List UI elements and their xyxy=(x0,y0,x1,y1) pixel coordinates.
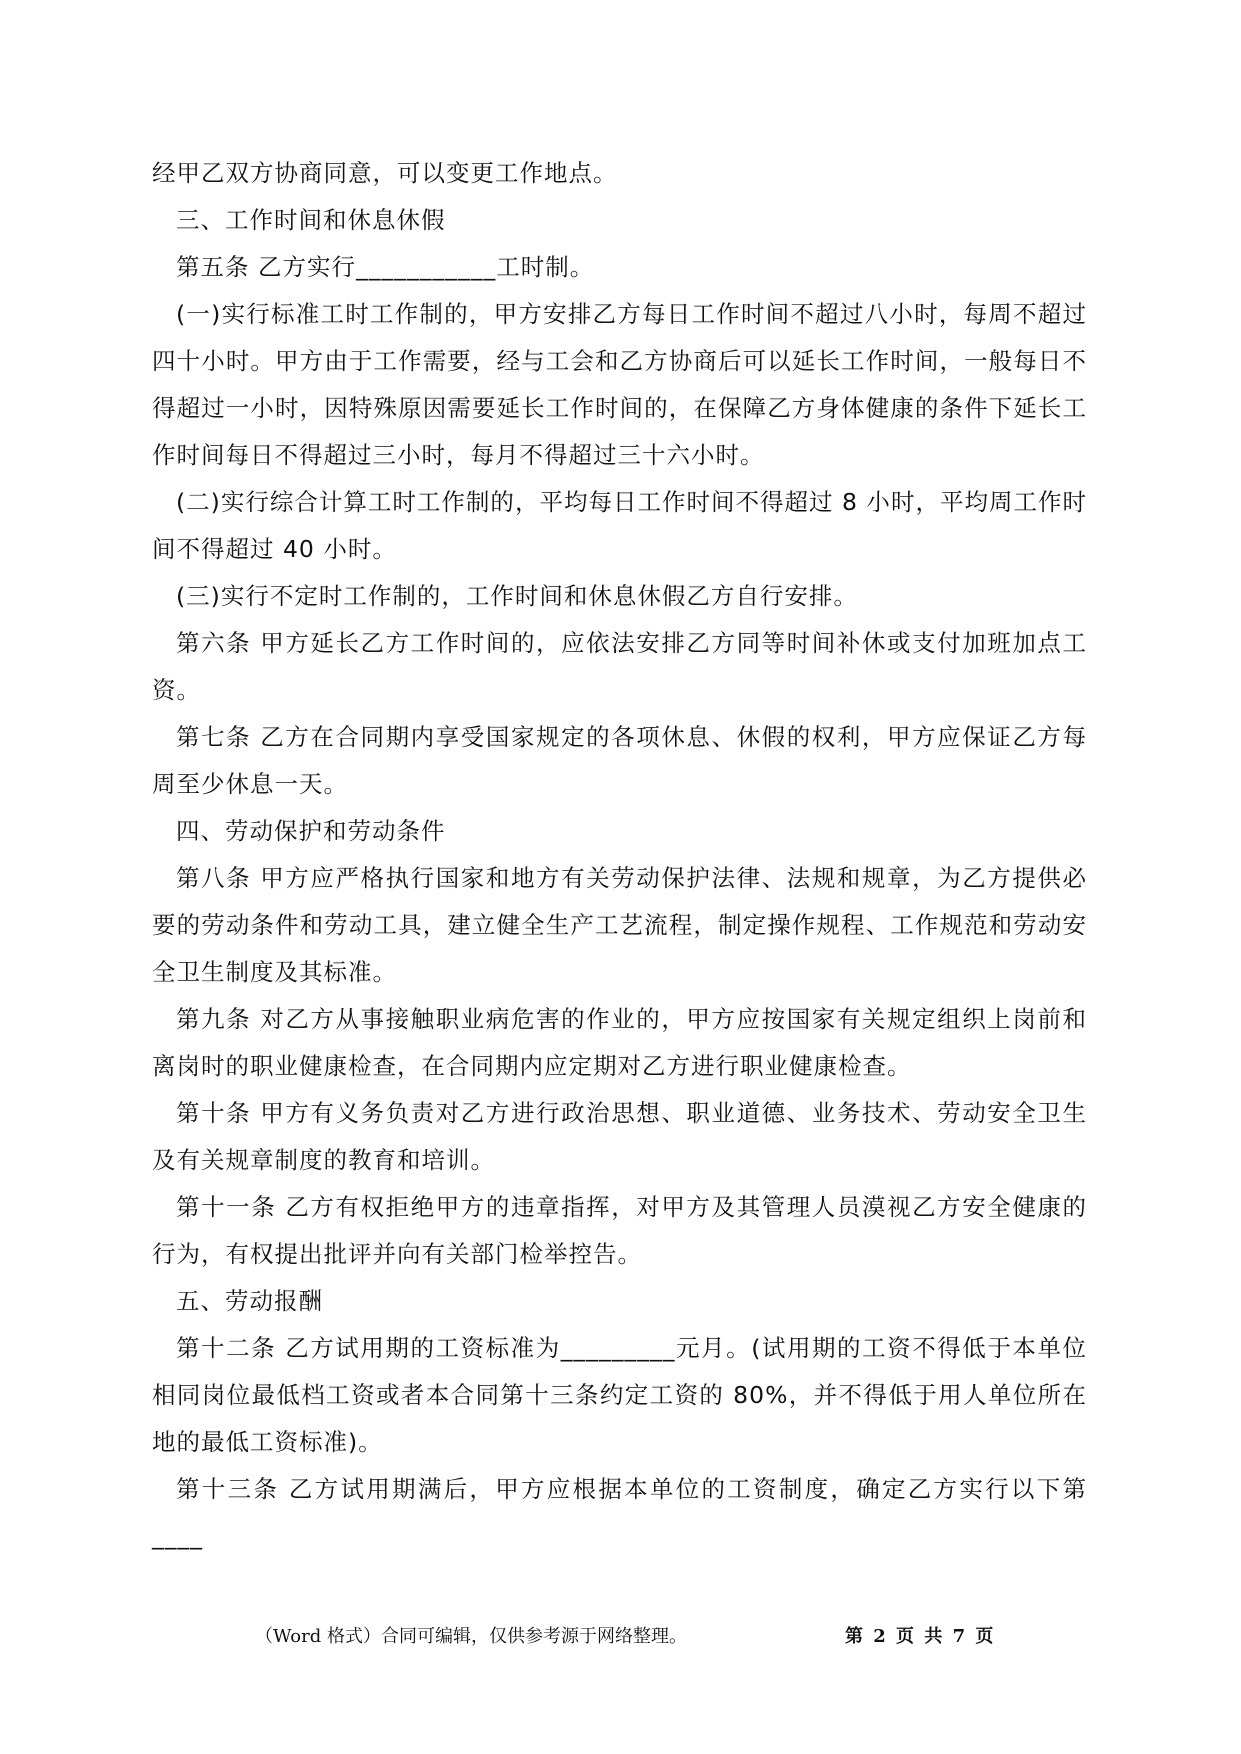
paragraph: 第七条 乙方在合同期内享受国家规定的各项休息、休假的权利，甲方应保证乙方每周至少休息一天。 xyxy=(152,723,1087,798)
paragraph: 第九条 对乙方从事接触职业病危害的作业的，甲方应按国家有关规定组织上岗前和离岗时的职业健康检查，在合同期内应定期对乙方进行职业健康检查。 xyxy=(152,1005,1087,1080)
page-number: 第 2 页 共 7 页 xyxy=(845,1626,996,1647)
footer-note: （Word 格式）合同可编辑，仅供参考源于网络整理。 xyxy=(255,1626,687,1647)
document-body xyxy=(152,150,1087,1560)
paragraph: 经甲乙双方协商同意，可以变更工作地点。 xyxy=(152,159,618,187)
paragraph: 第五条 乙方实行___________工时制。 xyxy=(176,253,595,281)
paragraph: (一)实行标准工时工作制的，甲方安排乙方每日工作时间不超过八小时，每周不超过四十小时。甲方由于工作需要，经与工会和乙方协商后可以延长工作时间，一般每日不得超过一小时，因特殊原因需要延长工作时间的，在保障乙方身体健康的条件下延长工作时间每日不得超过三小时，每月不得超过三十六小时。 xyxy=(152,300,1087,469)
paragraph: (二)实行综合计算工时工作制的，平均每日工作时间不得超过 8 小时，平均周工作时间不得超过 40 小时。 xyxy=(152,488,1087,563)
section-heading: 四、劳动保护和劳动条件 xyxy=(176,817,446,845)
paragraph: 第十二条 乙方试用期的工资标准为_________元月。(试用期的工资不得低于本单位相同岗位最低档工资或者本合同第十三条约定工资的 80%，并不得低于用人单位所在地的最低工资标准)。 xyxy=(152,1334,1087,1456)
paragraph: 第八条 甲方应严格执行国家和地方有关劳动保护法律、法规和规章，为乙方提供必要的劳动条件和劳动工具，建立健全生产工艺流程，制定操作规程、工作规范和劳动安全卫生制度及其标准。 xyxy=(152,864,1087,986)
paragraph: (三)实行不定时工作制的，工作时间和休息休假乙方自行安排。 xyxy=(176,582,858,610)
section-heading: 三、工作时间和休息休假 xyxy=(176,206,446,234)
section-heading: 五、劳动报酬 xyxy=(176,1287,323,1315)
paragraph: 第十条 甲方有义务负责对乙方进行政治思想、职业道德、业务技术、劳动安全卫生及有关规章制度的教育和培训。 xyxy=(152,1099,1087,1174)
page-footer xyxy=(0,1622,1241,1652)
paragraph: 第六条 甲方延长乙方工作时间的，应依法安排乙方同等时间补休或支付加班加点工资。 xyxy=(152,629,1087,704)
paragraph: 第十三条 乙方试用期满后，甲方应根据本单位的工资制度，确定乙方实行以下第____ xyxy=(152,1475,1087,1550)
paragraph: 第十一条 乙方有权拒绝甲方的违章指挥，对甲方及其管理人员漠视乙方安全健康的行为，有权提出批评并向有关部门检举控告。 xyxy=(152,1193,1087,1268)
